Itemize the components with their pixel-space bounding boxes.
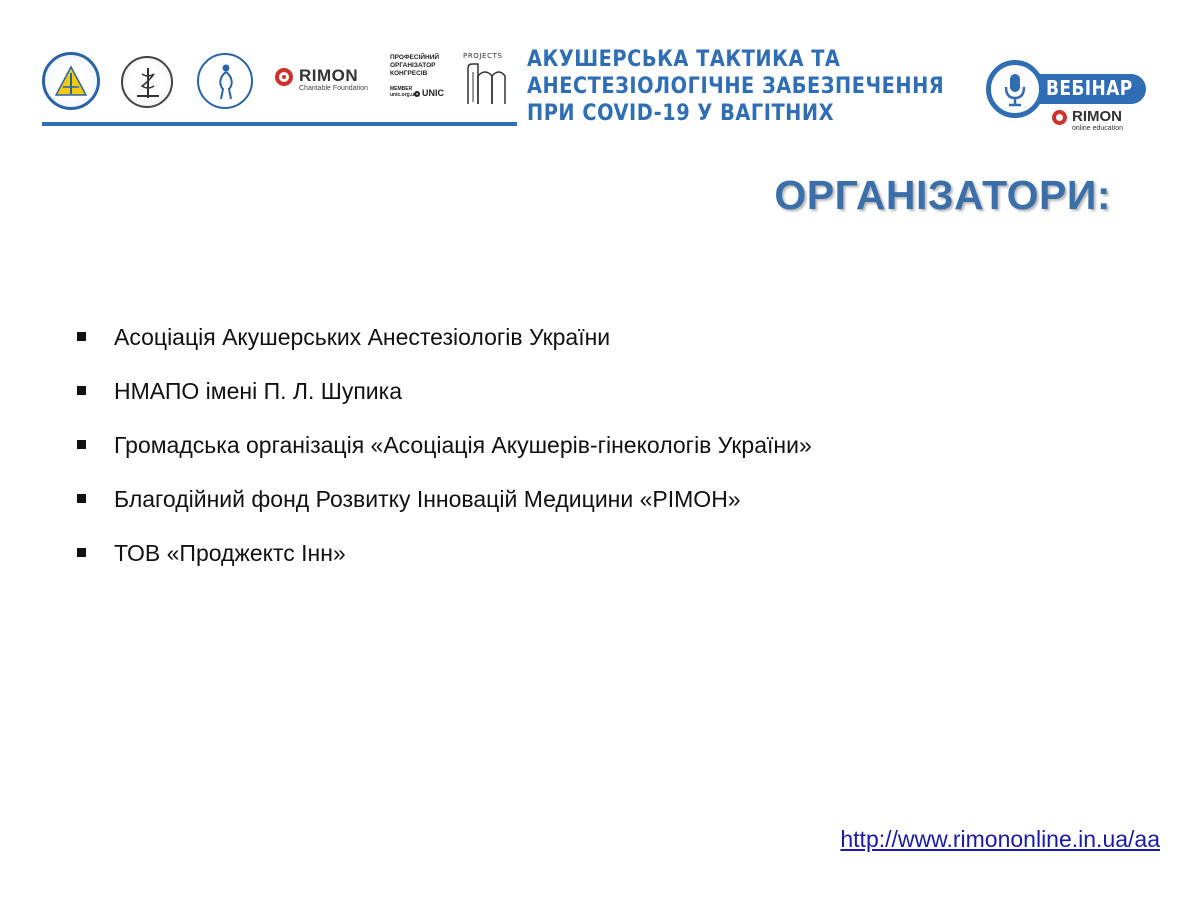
webinar-badge-logo [986,60,1148,134]
pco-logo [390,54,460,104]
triangle-emblem-icon [53,63,89,99]
bullet-square-icon [77,386,86,395]
webinar-label: ВЕБІНАР [1046,76,1133,100]
webinar-brand-subtitle: online education [1072,125,1123,132]
rimon-ring-icon [1052,110,1067,125]
unic-text: UNIC [422,88,444,98]
webinar-rimon-brand [1052,108,1142,134]
organizer-name: НМАПО імені П. Л. Шупика [114,378,403,404]
projects-logo-name: PROJECTS [463,52,503,60]
section-title: ОРГАНІЗАТОРИ: [774,172,1111,218]
organizers-list [74,316,812,586]
figure-emblem-icon [215,63,237,101]
organizer-name: Асоціація Акушерських Анестезіологів України [114,324,611,350]
rimon-foundation-logo [275,66,370,96]
pco-member-text: MEMBER [390,86,413,92]
bullet-square-icon [77,548,86,557]
rimon-logo-subtitle: Charitable Foundation [299,85,368,92]
rimon-logo-name: RIMON [299,66,359,85]
unic-ring-icon [414,91,420,97]
slide-header [0,0,1200,140]
webinar-mic-circle [986,60,1044,118]
pco-member-label [390,86,417,98]
webinar-brand-name: RIMON [1072,108,1122,125]
projects-monogram-icon [465,62,507,106]
nmapo-logo [121,56,173,108]
organizer-name: Громадська організація «Асоціація Акушерів-гінекологів України» [114,432,812,458]
projects-inn-logo [463,52,511,107]
obstetric-anesthesiologists-association-logo [42,52,100,110]
organizer-item [74,478,812,532]
webinar-title-line: ПРИ COVID-19 У ВАГІТНИХ [527,100,835,126]
obgyn-association-logo [197,53,253,109]
organizer-item [74,424,812,478]
organizer-item [74,532,812,586]
pco-line: ПРОФЕСІЙНИЙ [390,54,440,61]
caduceus-icon [133,66,163,100]
rimon-ring-icon [275,68,293,86]
microphone-icon [1003,72,1027,108]
unic-label [414,88,444,98]
header-divider [42,122,517,126]
webinar-title [527,46,957,127]
bullet-square-icon [77,440,86,449]
bullet-square-icon [77,332,86,341]
pco-line: ОРГАНІЗАТОР [390,62,436,69]
webinar-title-line: АКУШЕРСЬКА ТАКТИКА ТА [527,46,841,72]
organizer-name: ТОВ «Проджектс Інн» [114,540,346,566]
bullet-square-icon [77,494,86,503]
website-link[interactable]: http://www.rimononline.in.ua/aa [840,826,1160,852]
pco-line: КОНГРЕСІВ [390,70,428,77]
webinar-title-line: АНЕСТЕЗІОЛОГІЧНЕ ЗАБЕЗПЕЧЕННЯ [527,73,945,99]
pco-member-url: unic.org.ua [390,92,417,98]
organizer-item [74,316,812,370]
organizer-item [74,370,812,424]
organizer-name: Благодійний фонд Розвитку Інновацій Медицини «РІМОН» [114,486,741,512]
